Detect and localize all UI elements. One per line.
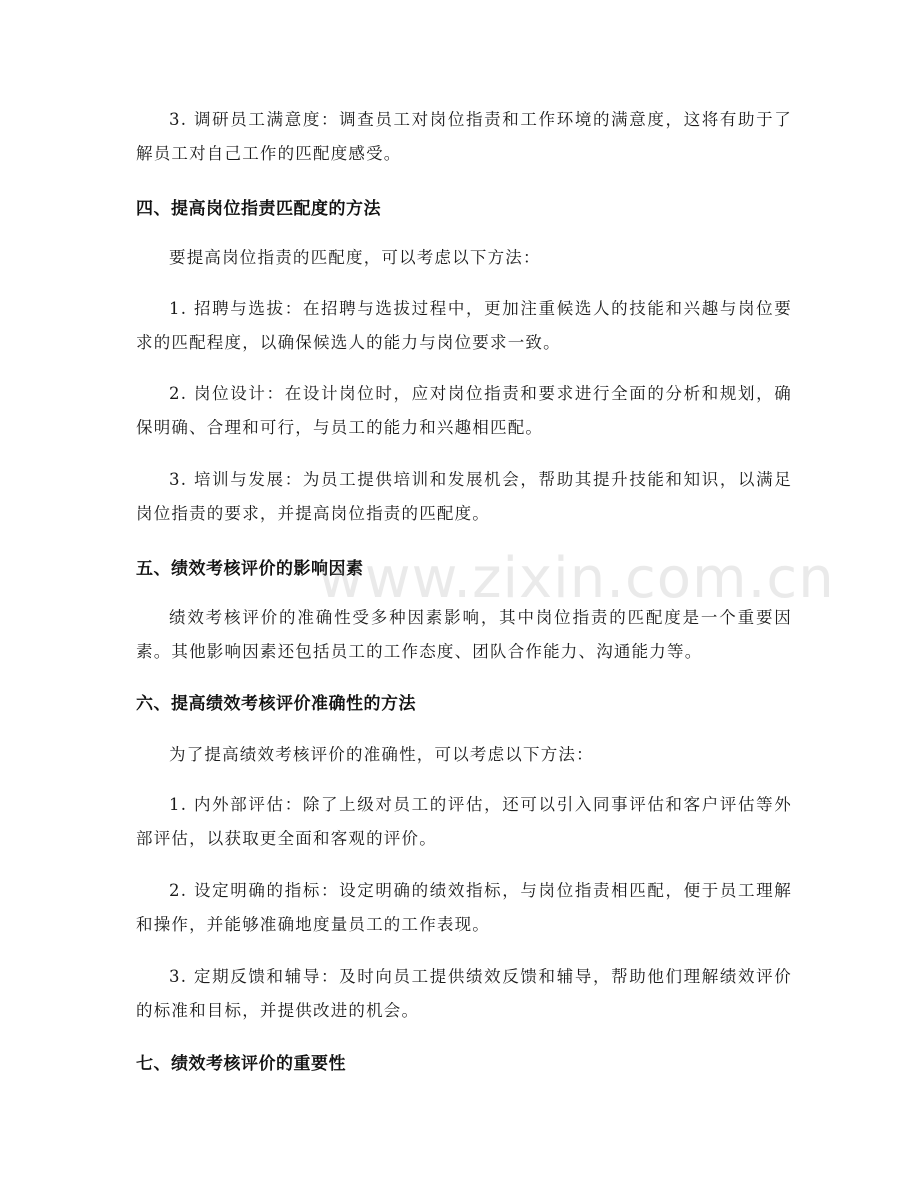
- paragraph-section6-intro: 为了提高绩效考核评价的准确性，可以考虑以下方法：: [169, 745, 594, 764]
- paragraph-section4-item2: 2. 岗位设计：在设计岗位时，应对岗位指责和要求进行全面的分析和规划，确保明确、合理和可行，与员工的能力和兴趣相匹配。: [136, 384, 792, 437]
- paragraph-section6-item1: 1. 内外部评估：除了上级对员工的评估，还可以引入同事评估和客户评估等外部评估，以获取更全面和客观的评价。: [136, 795, 792, 848]
- paragraph-section6-item2: 2. 设定明确的指标：设定明确的绩效指标，与岗位指责相匹配，便于员工理解和操作，并能够准确地度量员工的工作表现。: [136, 881, 792, 934]
- paragraph-section5: 绩效考核评价的准确性受多种因素影响，其中岗位指责的匹配度是一个重要因素。其他影响因素还包括员工的工作态度、团队合作能力、沟通能力等。: [136, 608, 792, 661]
- paragraph-section6-item3: 3. 定期反馈和辅导：及时向员工提供绩效反馈和辅导，帮助他们理解绩效评价的标准和目标，并提供改进的机会。: [136, 967, 792, 1020]
- section-heading-5: 五、绩效考核评价的影响因素: [136, 559, 364, 579]
- paragraph-section4-item1: 1. 招聘与选拔：在招聘与选拔过程中，更加注重候选人的技能和兴趣与岗位要求的匹配程度，以确保候选人的能力与岗位要求一致。: [136, 299, 792, 352]
- paragraph-section4-intro: 要提高岗位指责的匹配度，可以考虑以下方法：: [169, 248, 541, 267]
- paragraph-section4-item3: 3. 培训与发展：为员工提供培训和发展机会，帮助其提升技能和知识，以满足岗位指责的要求，并提高岗位指责的匹配度。: [136, 470, 792, 523]
- watermark: www.zixin.com.cn: [318, 546, 835, 611]
- paragraph-research-satisfaction: 3. 调研员工满意度：调查员工对岗位指责和工作环境的满意度，这将有助于了解员工对自己工作的匹配度感受。: [136, 110, 792, 163]
- section-heading-6: 六、提高绩效考核评价准确性的方法: [136, 694, 416, 714]
- section-heading-4: 四、提高岗位指责匹配度的方法: [136, 199, 381, 219]
- section-heading-7: 七、绩效考核评价的重要性: [136, 1054, 346, 1074]
